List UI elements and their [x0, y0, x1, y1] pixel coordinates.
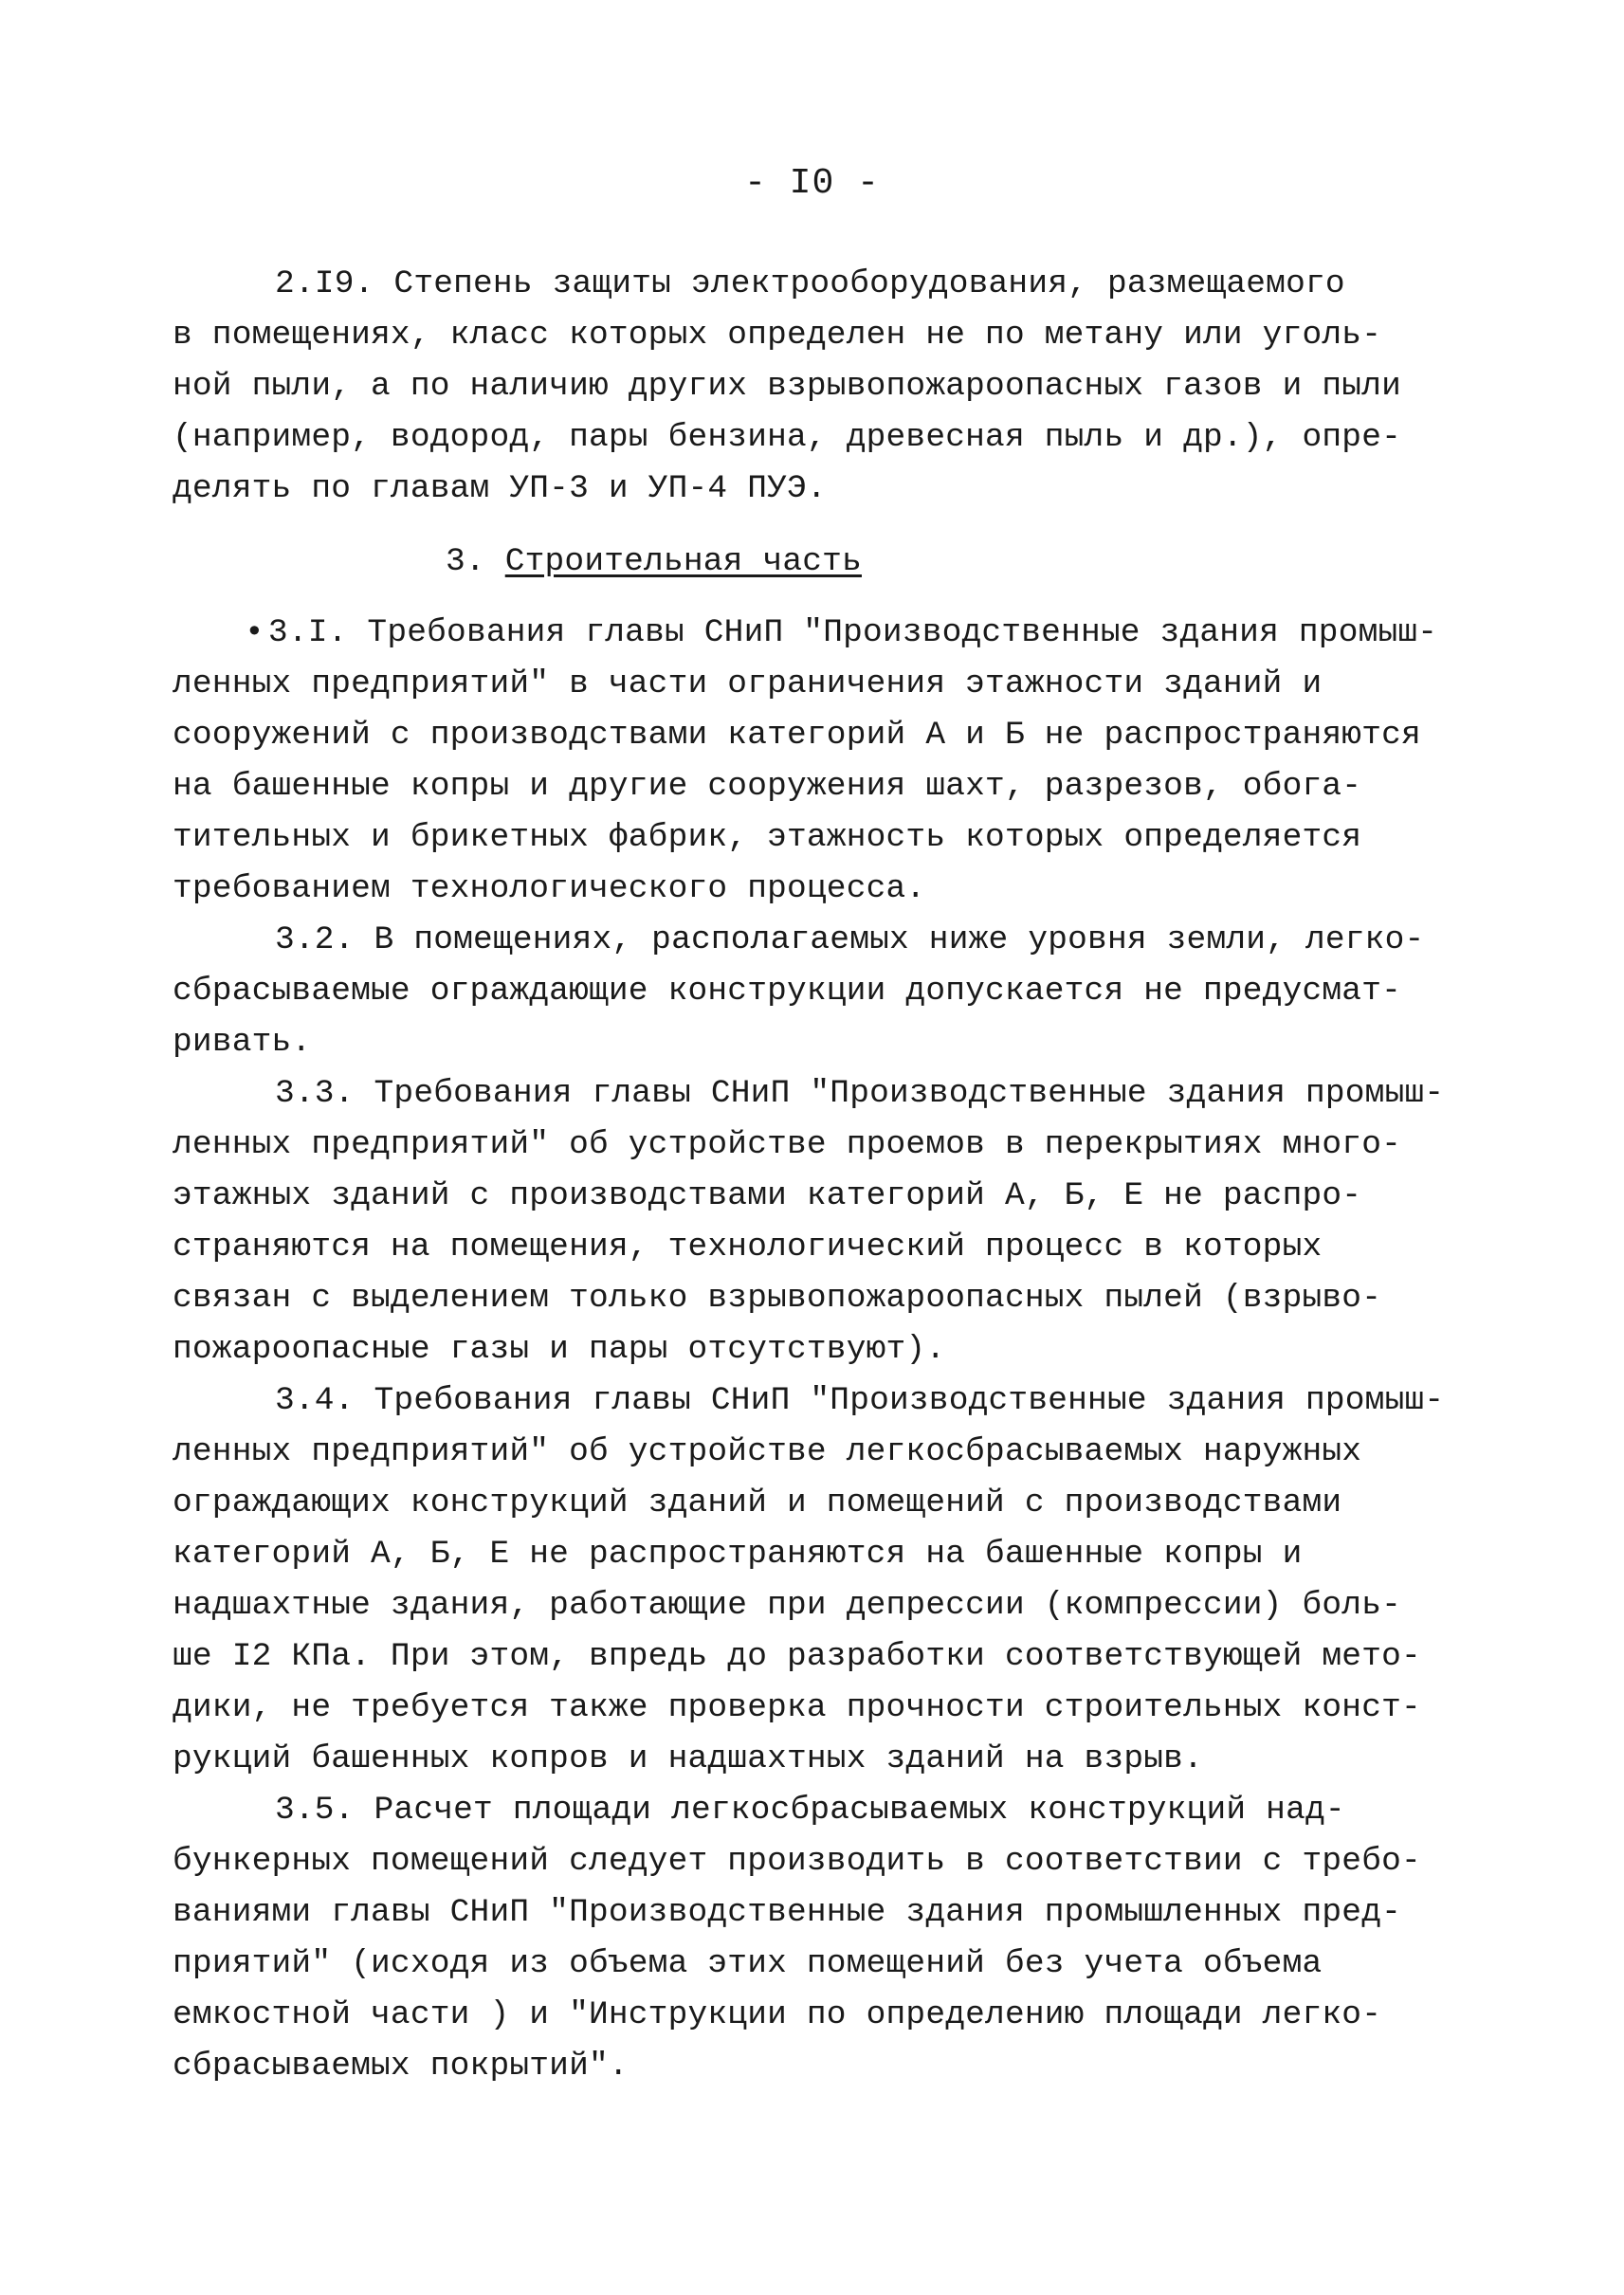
paragraph-2-19-line: в помещениях, класс которых определен не по метану или уголь- — [173, 317, 1382, 354]
bullet-mark: • — [245, 614, 265, 651]
clause-3-3-line: связан с выделением только взрывопожароопасных пылей (взрыво- — [173, 1280, 1382, 1317]
clause-3-1-line: 3.I. Требования главы СНиП "Производственные здания промыш- — [267, 614, 1438, 651]
clause-3-3-line: этажных зданий с производствами категорий А, Б, Е не распро- — [173, 1177, 1362, 1214]
clause-3-5-line: емкостной части ) и "Инструкции по определению площади легко- — [173, 1996, 1382, 2033]
section-title: Строительная часть — [504, 543, 862, 580]
clause-3-4-line: дики, не требуется также проверка прочности строительных конст- — [173, 1689, 1421, 1726]
clause-3-5-line: 3.5. Расчет площади легкосбрасываемых конструкций над- — [275, 1792, 1345, 1829]
clause-3-3-line: 3.3. Требования главы СНиП "Производственные здания промыш- — [275, 1075, 1445, 1112]
clause-3-1-first-line — [245, 614, 1437, 652]
clause-3-1-line: требованием технологического процесса. — [173, 870, 926, 907]
clause-3-1-line: ленных предприятий" в части ограничения этажности зданий и — [173, 665, 1323, 702]
clause-3-3-line: пожароопасные газы и пары отсутствуют). — [173, 1331, 946, 1368]
clause-3-4-line: 3.4. Требования главы СНиП "Производственные здания промыш- — [275, 1382, 1445, 1419]
clause-3-2-line: сбрасываемые ограждающие конструкции допускается не предусмат- — [173, 973, 1402, 1010]
clause-3-5-line: приятий" (исходя из объема этих помещений без учета объема — [173, 1945, 1323, 1982]
clause-3-4-line: рукций башенных копров и надшахтных зданий на взрыв. — [173, 1740, 1203, 1777]
paragraph-2-19-line: 2.I9. Степень защиты электрооборудования, размещаемого — [275, 265, 1345, 302]
page-number: - I0 - — [744, 163, 880, 204]
clause-3-2-line: 3.2. В помещениях, располагаемых ниже уровня земли, легко- — [275, 921, 1425, 958]
clause-3-4-line: ограждающих конструкций зданий и помещений с производствами — [173, 1484, 1342, 1521]
clause-3-2-line: ривать. — [173, 1024, 312, 1061]
clause-3-4-line: ленных предприятий" об устройстве легкосбрасываемых наружных — [173, 1433, 1362, 1470]
clause-3-4-line: ше I2 КПа. При этом, впредь до разработки соответствующей мето- — [173, 1638, 1421, 1675]
paragraph-2-19-line: делять по главам УП-3 и УП-4 ПУЭ. — [173, 470, 827, 507]
clause-3-1-line: тительных и брикетных фабрик, этажность которых определяется — [173, 819, 1362, 856]
section-heading — [446, 543, 862, 581]
clause-3-4-line: категорий А, Б, Е не распространяются на башенные копры и — [173, 1536, 1303, 1573]
paragraph-2-19-line: (например, водород, пары бензина, древесная пыль и др.), опре- — [173, 419, 1402, 456]
clause-3-4-line: надшахтные здания, работающие при депрессии (компрессии) боль- — [173, 1587, 1402, 1624]
clause-3-3-line: ленных предприятий" об устройстве проемов в перекрытиях много- — [173, 1126, 1402, 1163]
clause-3-5-line: сбрасываемых покрытий". — [173, 2048, 629, 2085]
clause-3-1-line: сооружений с производствами категорий А и Б не распространяются — [173, 717, 1421, 754]
clause-3-1-line: на башенные копры и другие сооружения шахт, разрезов, обога- — [173, 768, 1362, 805]
paragraph-2-19-line: ной пыли, а по наличию других взрывопожароопасных газов и пыли — [173, 368, 1402, 405]
clause-3-5-line: бункерных помещений следует производить в соответствии с требо- — [173, 1843, 1421, 1880]
section-number: 3. — [446, 543, 485, 580]
clause-3-5-line: ваниями главы СНиП "Производственные здания промышленных пред- — [173, 1894, 1402, 1931]
clause-3-3-line: страняются на помещения, технологический процесс в которых — [173, 1229, 1323, 1266]
